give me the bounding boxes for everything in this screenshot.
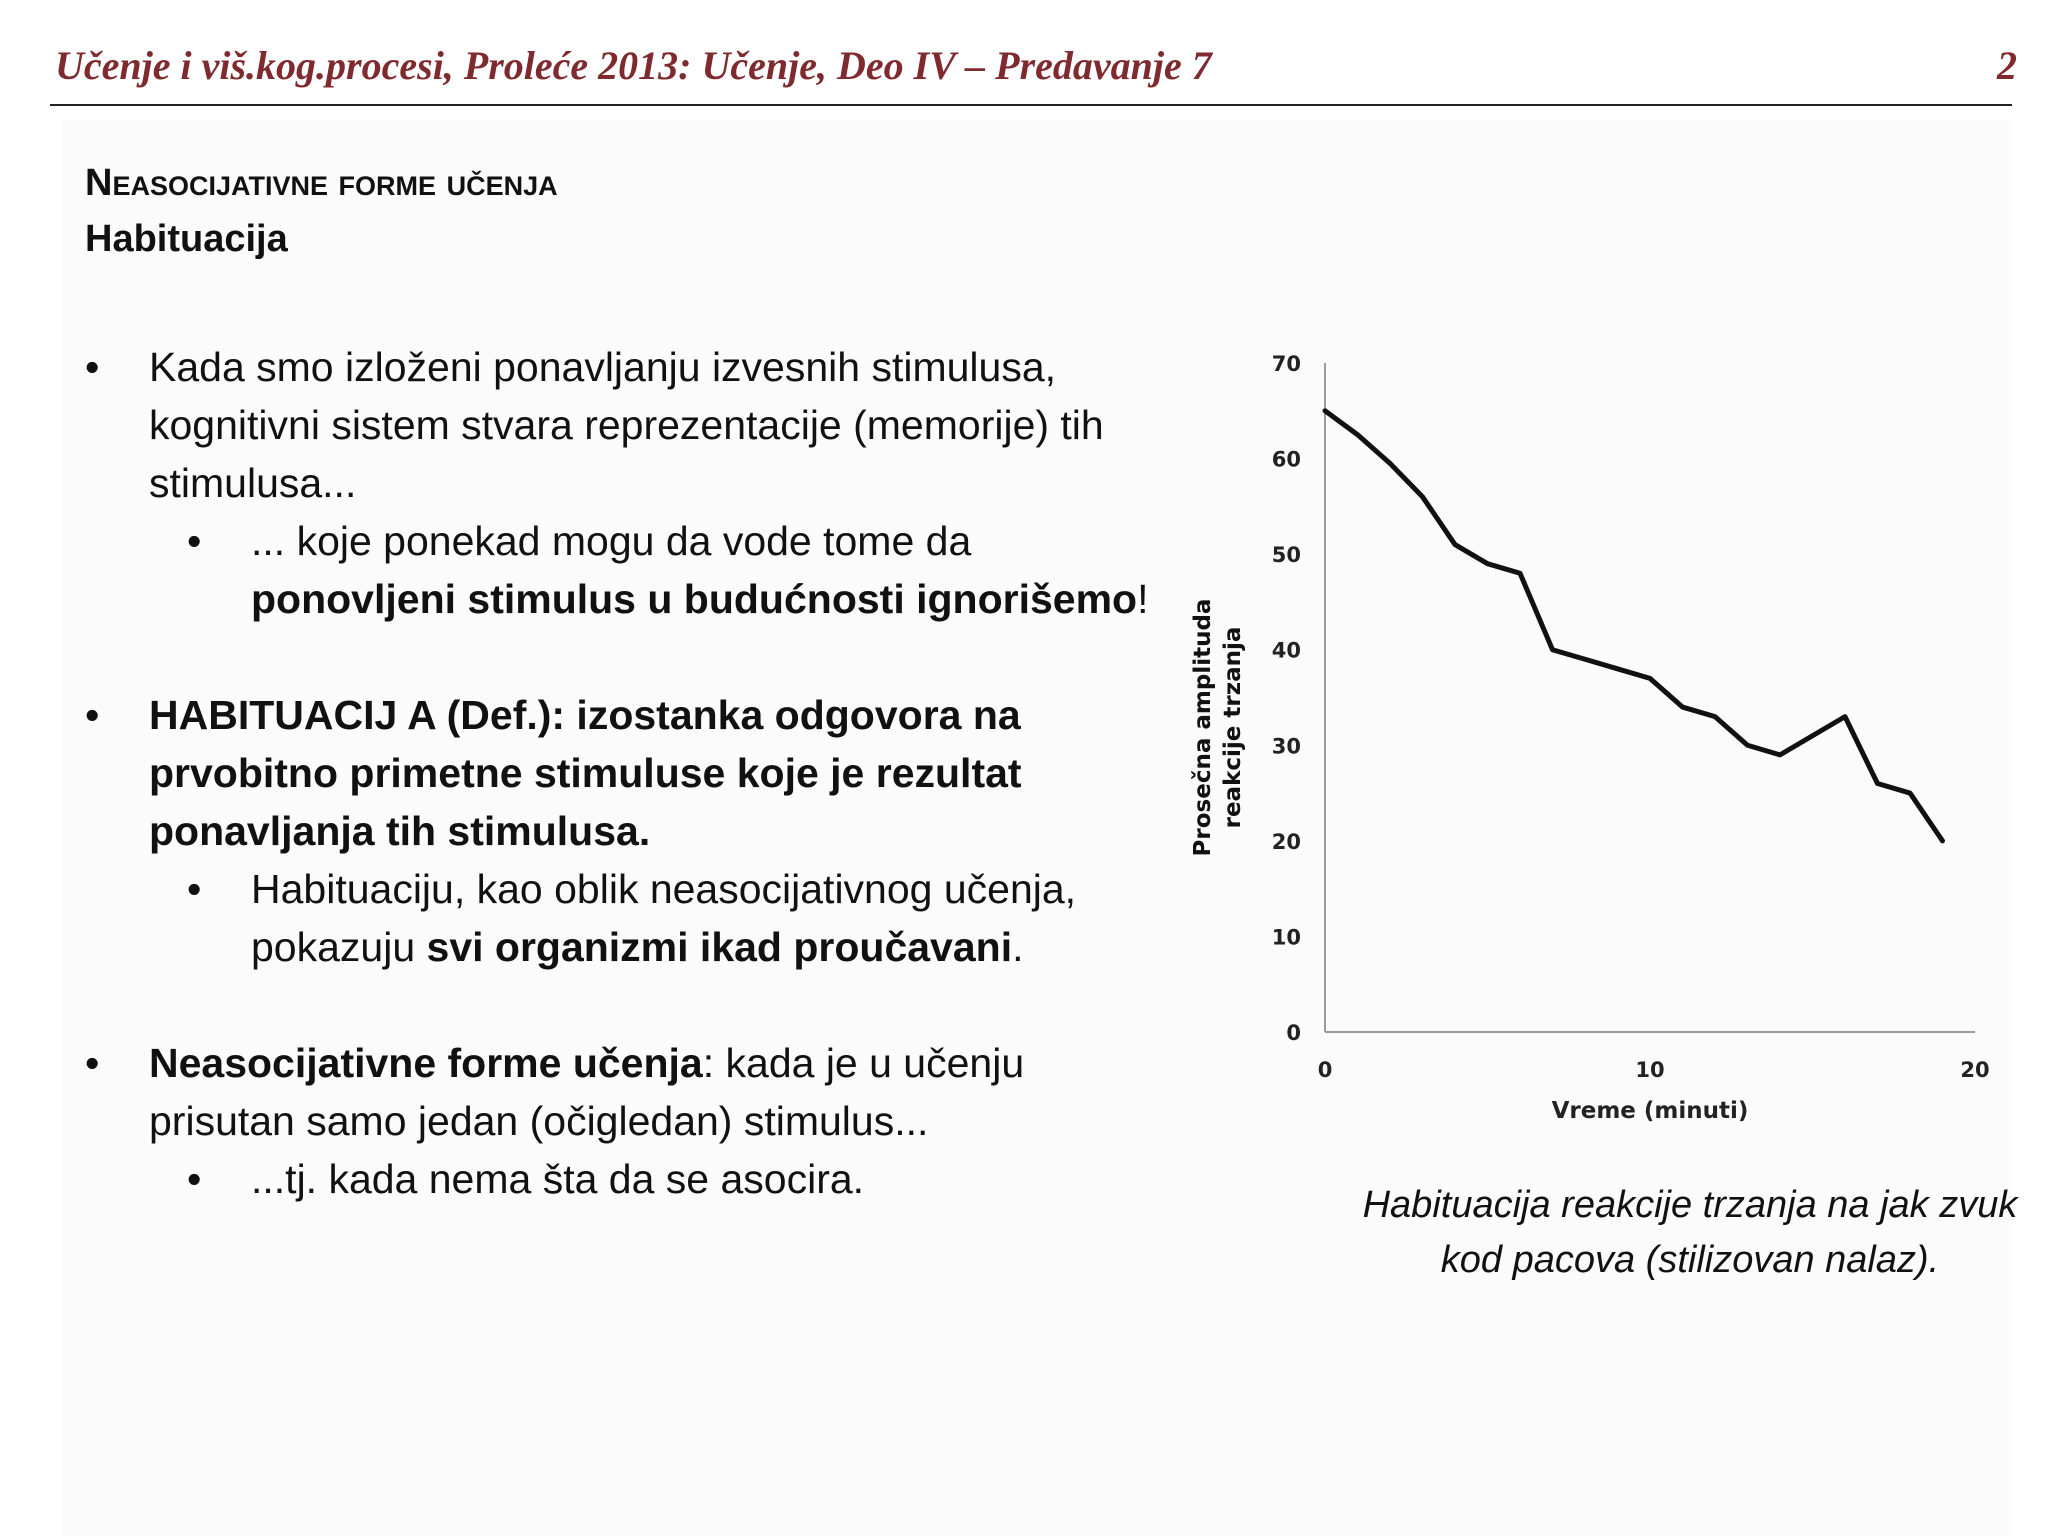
sub-bullet-item [85, 512, 1165, 628]
bullet-dot: • [85, 1040, 100, 1086]
y-axis-label: Prosečna amplituda reakcije trzanja [1190, 598, 1246, 857]
sub-bullet-text-end: ! [1137, 576, 1149, 622]
y-tick-label: 10 [1271, 925, 1301, 950]
definition-text: HABITUACIJ A (Def.): izostanka odgovora na prvobitno primetne stimuluse koje je rezultat ponavljanja tih stimulusa. [149, 692, 1022, 854]
chart-caption: Habituacija reakcije trzanja na jak zvuk kod pacova (stilizovan nalaz). [1362, 1184, 2018, 1281]
x-axis-label: Vreme (minuti) [1551, 1098, 1749, 1124]
y-tick-label: 40 [1271, 638, 1301, 663]
sub-bullet-emphasis: ponovljeni stimulus u budućnosti ignorišemo [251, 576, 1138, 622]
y-tick-label: 30 [1271, 734, 1301, 759]
bullet-item [85, 1034, 1165, 1150]
bullet-dot: • [187, 1156, 202, 1202]
y-tick-label: 60 [1271, 447, 1301, 472]
chart-svg [1180, 335, 2010, 1145]
slide-title: Učenje i viš.kog.procesi, Proleće 2013: Učenje, Deo IV – Predavanje 7 [55, 43, 1212, 88]
sub-bullet-text-end: . [1012, 924, 1024, 970]
x-tick-label: 20 [1960, 1058, 1990, 1082]
sub-bullet-item [85, 860, 1165, 976]
bullet-dot: • [85, 692, 100, 738]
sub-bullet-text: Habituaciju, kao oblik neasocijativnog učenja, pokazuju [251, 866, 1077, 970]
bullet-list [85, 338, 1165, 1208]
sub-bullet-item [85, 1150, 1165, 1208]
bullet-item [85, 338, 1165, 512]
page-number: 2 [1997, 43, 2017, 88]
bullet-dot: • [85, 344, 100, 390]
bullet-dot: • [187, 518, 202, 564]
slide-header [55, 42, 2017, 102]
section-subheading: Habituacija [85, 218, 288, 260]
habituation-chart [1180, 335, 2010, 1145]
x-tick-label: 0 [1317, 1058, 1333, 1082]
section-heading: Neasocijativne forme učenja [85, 162, 558, 204]
bullet-emphasis: Neasocijativne forme učenja [149, 1040, 703, 1086]
y-tick-label: 0 [1286, 1021, 1301, 1045]
x-tick-label: 10 [1635, 1058, 1665, 1082]
y-tick-label: 70 [1271, 352, 1301, 376]
bullet-dot: • [187, 866, 202, 912]
habituation-series-line [1325, 411, 1943, 841]
bullet-text: Kada smo izloženi ponavljanju izvesnih stimulusa, kognitivni sistem stvara reprezentacije (memorije) tih stimulusa... [149, 344, 1104, 506]
sub-bullet-text: ... koje ponekad mogu da vode tome da [251, 518, 972, 564]
header-divider [50, 104, 2012, 106]
bullet-text: : kada je u učenju prisutan samo jedan (očigledan) stimulus... [149, 1040, 1025, 1144]
y-tick-label: 50 [1271, 543, 1301, 568]
sub-bullet-emphasis: svi organizmi ikad proučavani [426, 924, 1013, 970]
bullet-item [85, 686, 1165, 860]
y-tick-label: 20 [1271, 829, 1301, 854]
sub-bullet-text: ...tj. kada nema šta da se asocira. [251, 1156, 865, 1202]
